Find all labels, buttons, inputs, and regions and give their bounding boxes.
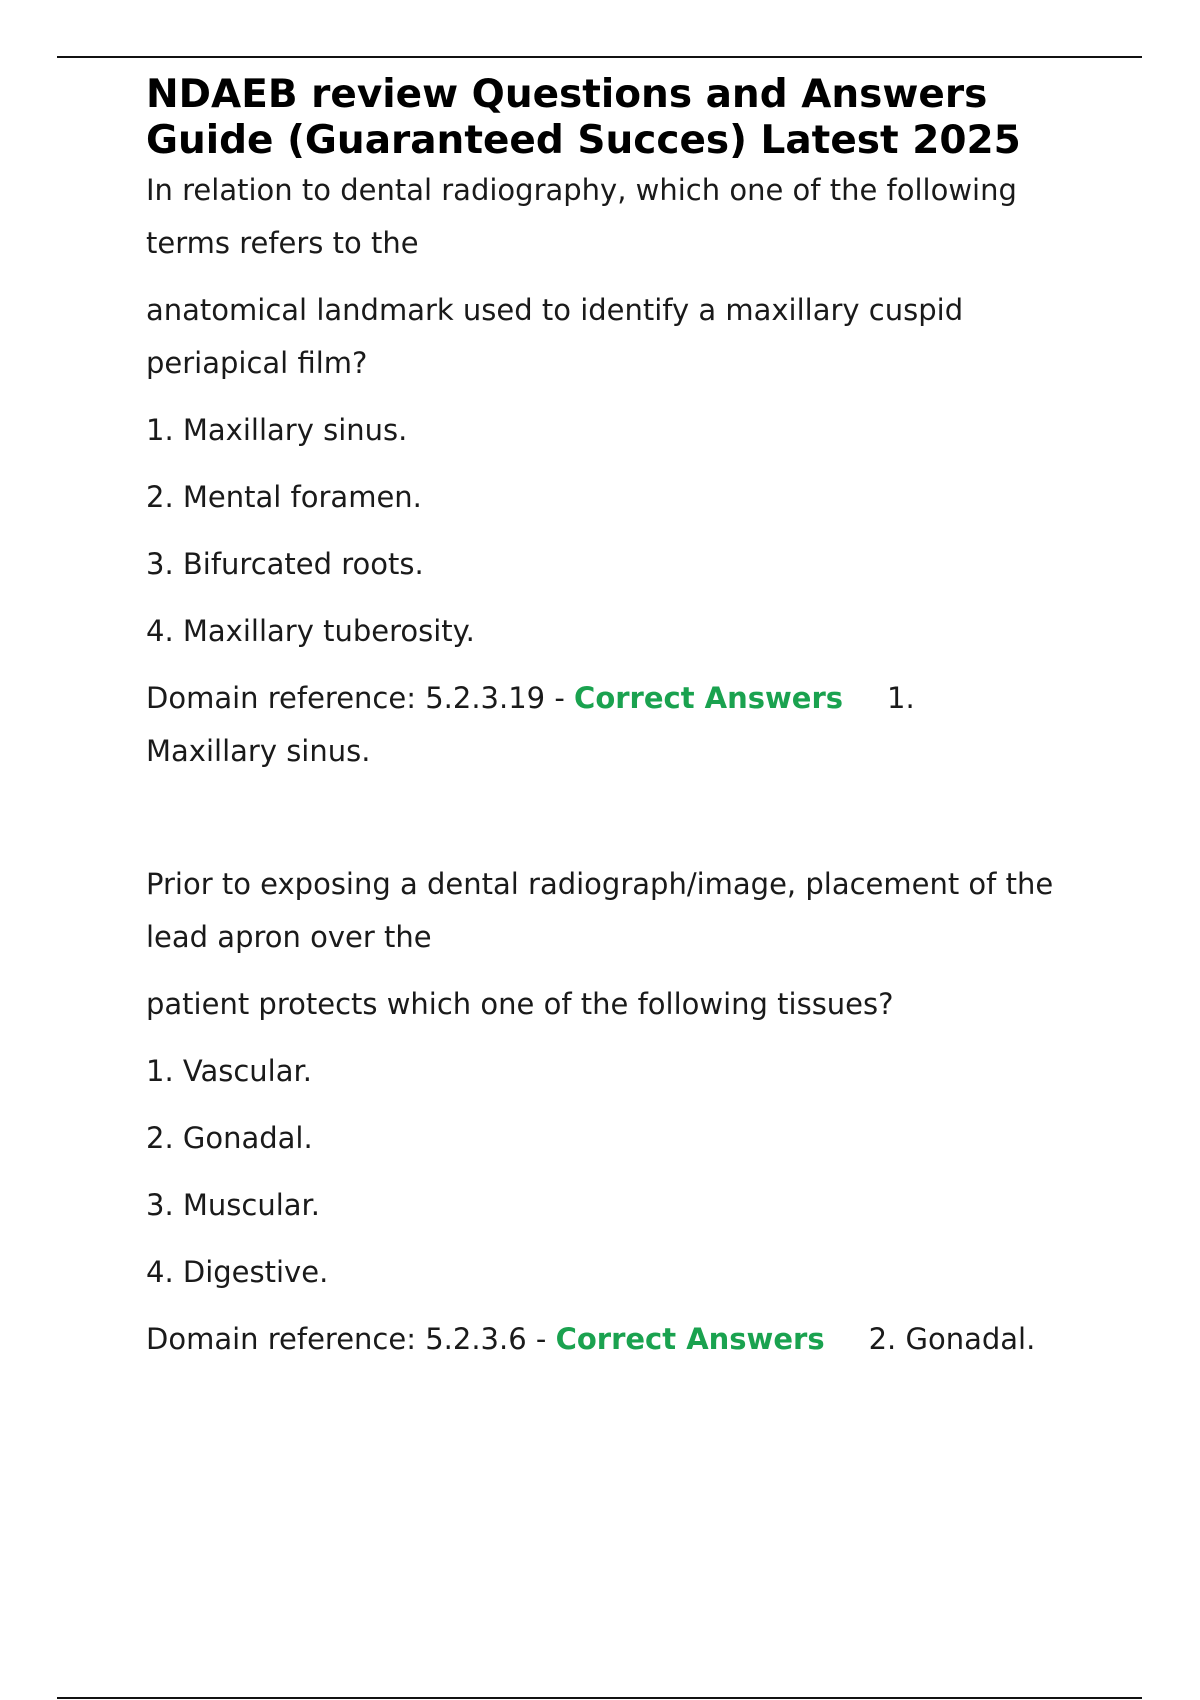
title-line-1: NDAEB review Questions and Answers bbox=[146, 72, 988, 117]
question-2-option-1: 1. Vascular. bbox=[146, 1054, 312, 1088]
question-1-option-1: 1. Maxillary sinus. bbox=[146, 413, 408, 447]
question-1-reference: Domain reference: 5.2.3.19 - bbox=[146, 681, 575, 715]
document-body bbox=[146, 72, 1086, 1366]
question-2-answer: 2. Gonadal. bbox=[868, 1322, 1036, 1356]
question-2-answer-line bbox=[146, 1313, 1086, 1366]
question-1-answer: 1. Maxillary sinus. bbox=[146, 681, 915, 768]
question-2-stem-part-2: patient protects which one of the following tissues? bbox=[146, 987, 894, 1021]
question-1 bbox=[146, 164, 1086, 778]
question-2-reference: Domain reference: 5.2.3.6 - bbox=[146, 1322, 556, 1356]
question-2-stem-part-1: Prior to exposing a dental radiograph/image, placement of the lead apron over the bbox=[146, 867, 1054, 954]
question-2-correct-label: Correct Answers bbox=[555, 1322, 825, 1356]
question-2 bbox=[146, 858, 1086, 1366]
title-line-2: Guide (Guaranteed Succes) Latest 2025 bbox=[146, 118, 1021, 163]
question-1-option-4: 4. Maxillary tuberosity. bbox=[146, 614, 475, 648]
question-1-stem-part-2: anatomical landmark used to identify a maxillary cuspid periapical film? bbox=[146, 293, 964, 380]
question-2-option-3: 3. Muscular. bbox=[146, 1188, 321, 1222]
question-2-option-4: 4. Digestive. bbox=[146, 1255, 329, 1289]
question-1-answer-line bbox=[146, 672, 986, 778]
question-2-option-2: 2. Gonadal. bbox=[146, 1121, 313, 1155]
question-1-option-3: 3. Bifurcated roots. bbox=[146, 547, 424, 581]
top-rule bbox=[57, 56, 1142, 58]
question-1-correct-label: Correct Answers bbox=[574, 681, 844, 715]
document-title bbox=[146, 72, 1086, 164]
bottom-rule bbox=[57, 1697, 1142, 1699]
question-1-stem-part-1: In relation to dental radiography, which one of the following terms refers to the bbox=[146, 173, 1017, 260]
question-1-option-2: 2. Mental foramen. bbox=[146, 480, 422, 514]
